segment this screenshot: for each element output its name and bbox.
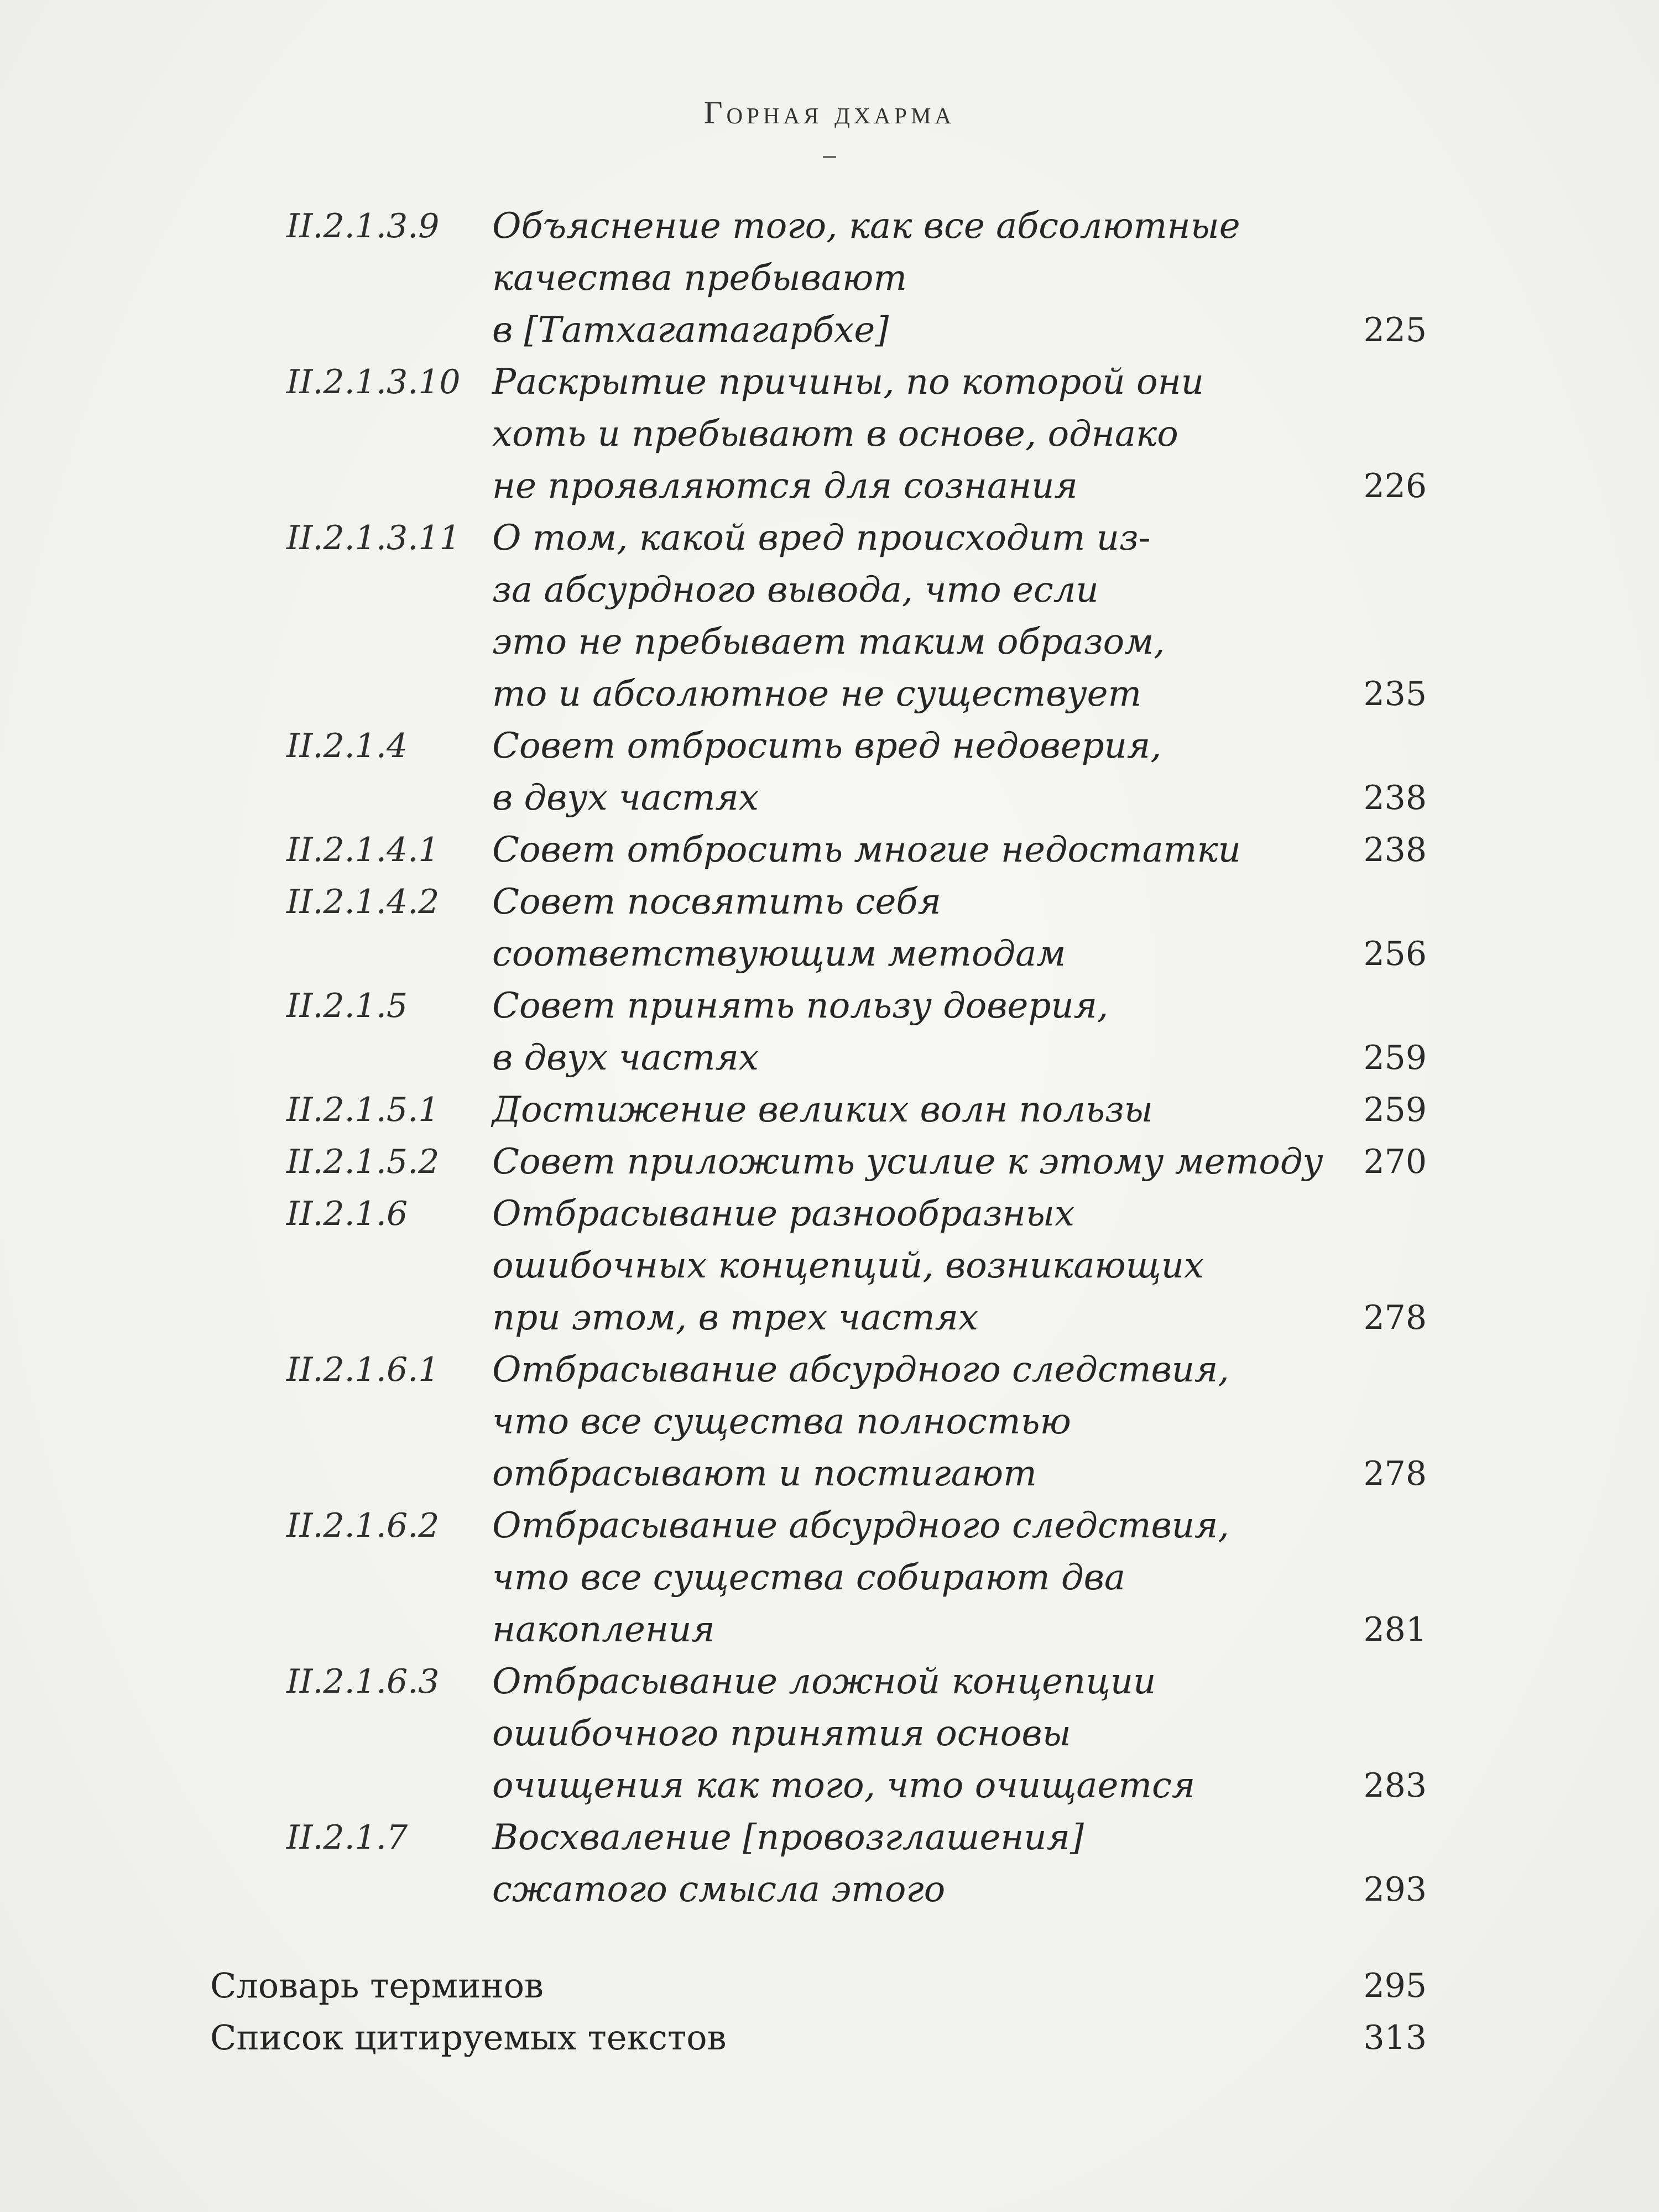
toc-entry-title-line: при этом, в трех частях bbox=[492, 1297, 979, 1338]
toc-entry-title-line: соответствующим методам bbox=[492, 933, 1066, 974]
toc-entry-title-line: ошибочных концепций, возникающих bbox=[492, 1245, 1204, 1286]
toc-entry bbox=[0, 824, 1659, 876]
toc-entry bbox=[0, 356, 1659, 512]
toc-entry-title bbox=[492, 876, 1366, 980]
toc-entry bbox=[0, 512, 1659, 720]
toc-entry-page: 256 bbox=[1363, 935, 1427, 973]
toc-entry-title-line: Раскрытие причины, по которой они bbox=[492, 362, 1204, 403]
toc-entry-title bbox=[492, 512, 1366, 720]
toc-entry-number: II.2.1.3.9 bbox=[286, 207, 440, 246]
toc-entry-title-line: в [Татхагатагарбхе] bbox=[492, 310, 889, 351]
toc-entry-title-line: Совет отбросить многие недостатки bbox=[492, 830, 1241, 870]
toc-entry-page: 278 bbox=[1363, 1454, 1427, 1493]
toc-entry bbox=[0, 1188, 1659, 1344]
toc-entry-title-line: Совет отбросить вред недоверия, bbox=[492, 726, 1162, 766]
back-matter-page: 295 bbox=[1363, 1966, 1427, 2005]
toc-entry-number: II.2.1.7 bbox=[286, 1818, 408, 1857]
toc-entry-number: II.2.1.4.1 bbox=[286, 831, 440, 869]
back-matter-title: Словарь терминов bbox=[210, 1965, 544, 2006]
toc-entry-title-line: Достижение великих волн пользы bbox=[492, 1089, 1153, 1130]
toc-entry-title-line: в двух частях bbox=[492, 778, 759, 818]
toc-entry-title-line: сжатого смысла этого bbox=[492, 1869, 946, 1910]
toc-entry-number: II.2.1.5.2 bbox=[286, 1142, 440, 1181]
toc-entry-title-line: Восхваление [провозглашения] bbox=[492, 1817, 1084, 1858]
toc-entry-title bbox=[492, 980, 1366, 1084]
toc-entry-title-line: Отбрасывание разнообразных bbox=[492, 1193, 1075, 1234]
toc-entry-number: II.2.1.4 bbox=[286, 727, 408, 765]
toc-entry-page: 259 bbox=[1363, 1039, 1427, 1077]
toc-entry-title-line: Совет принять пользу доверия, bbox=[492, 985, 1109, 1026]
toc-entry-title-line: О том, какой вред происходит из- bbox=[492, 518, 1151, 559]
toc-entry-title-line: хоть и пребывают в основе, однако bbox=[492, 414, 1178, 455]
toc-entry-number: II.2.1.6 bbox=[286, 1194, 408, 1233]
toc-entry-title-line: ошибочного принятия основы bbox=[492, 1713, 1071, 1754]
toc-entry-number: II.2.1.5 bbox=[286, 987, 408, 1025]
toc-entry-page: 226 bbox=[1363, 467, 1427, 505]
toc-entry-title-line: не проявляются для сознания bbox=[492, 466, 1078, 507]
toc-entry-title bbox=[492, 356, 1366, 512]
back-matter-entry bbox=[0, 1960, 1659, 2012]
toc-entry-number: II.2.1.6.2 bbox=[286, 1506, 440, 1545]
toc-entry bbox=[0, 1656, 1659, 1812]
toc-entry-title-line: за абсурдного вывода, что если bbox=[492, 570, 1099, 611]
running-head: Горная дхарма bbox=[703, 95, 956, 131]
toc-entry-page: 238 bbox=[1363, 831, 1427, 869]
toc-entry-title bbox=[492, 720, 1366, 824]
toc-entry-title-line: Отбрасывание ложной концепции bbox=[492, 1661, 1156, 1702]
toc-entry-number: II.2.1.3.10 bbox=[286, 363, 461, 401]
toc-entry-page: 235 bbox=[1363, 675, 1427, 713]
toc-entry-title-line: Совет посвятить себя bbox=[492, 881, 941, 922]
toc-entry-title-line: Объяснение того, как все абсолютные bbox=[492, 206, 1240, 247]
toc-entry-title-line: накопления bbox=[492, 1609, 715, 1650]
toc-entry bbox=[0, 1344, 1659, 1500]
toc-entry-number: II.2.1.4.2 bbox=[286, 883, 440, 921]
toc-entry-title bbox=[492, 1812, 1366, 1916]
toc-entry-title bbox=[492, 1500, 1366, 1656]
toc-entry-page: 283 bbox=[1363, 1766, 1427, 1805]
toc-entry bbox=[0, 1084, 1659, 1136]
toc-entry bbox=[0, 720, 1659, 824]
back-matter-page: 313 bbox=[1363, 2018, 1427, 2057]
toc-entry-title-line: Совет приложить усилие к этому методу bbox=[492, 1141, 1323, 1182]
toc-entry bbox=[0, 200, 1659, 356]
toc-entry-title bbox=[492, 1344, 1366, 1500]
toc-entry-title-line: что все существа собирают два bbox=[492, 1557, 1125, 1598]
toc-entry-title-line: Отбрасывание абсурдного следствия, bbox=[492, 1349, 1229, 1390]
back-matter-title: Список цитируемых текстов bbox=[210, 2017, 727, 2058]
toc-entry-number: II.2.1.5.1 bbox=[286, 1091, 440, 1129]
toc-entry-page: 259 bbox=[1363, 1091, 1427, 1129]
toc-entry-title-line: Отбрасывание абсурдного следствия, bbox=[492, 1505, 1229, 1546]
toc-entry-page: 293 bbox=[1363, 1870, 1427, 1909]
toc-entry bbox=[0, 1500, 1659, 1656]
back-matter-entry bbox=[0, 2012, 1659, 2064]
toc-entry-title-line: это не пребывает таким образом, bbox=[492, 622, 1165, 662]
toc-entry-title-line: отбрасывают и постигают bbox=[492, 1453, 1037, 1494]
toc-entry-title bbox=[492, 1188, 1366, 1344]
toc-entry-page: 270 bbox=[1363, 1142, 1427, 1181]
toc-entry-title bbox=[492, 824, 1366, 876]
toc-entry-title bbox=[492, 1136, 1366, 1188]
toc-entry-number: II.2.1.6.1 bbox=[286, 1350, 440, 1389]
toc-entry bbox=[0, 1812, 1659, 1916]
toc-entry-page: 225 bbox=[1363, 311, 1427, 349]
header-mark bbox=[823, 156, 836, 158]
toc-entry-title-line: очищения как того, что очищается bbox=[492, 1765, 1196, 1806]
toc-entry bbox=[0, 980, 1659, 1084]
toc-entry-title bbox=[492, 1656, 1366, 1812]
toc-entry-title bbox=[492, 200, 1366, 356]
toc-entry-title-line: в двух частях bbox=[492, 1037, 759, 1078]
toc-entry-title-line: качества пребывают bbox=[492, 258, 907, 299]
toc-entry-title-line: то и абсолютное не существует bbox=[492, 674, 1142, 714]
toc-entry-title-line: что все существа полностью bbox=[492, 1401, 1071, 1442]
toc-entry-number: II.2.1.6.3 bbox=[286, 1662, 440, 1701]
toc-entry-title bbox=[492, 1084, 1366, 1136]
toc-entry bbox=[0, 1136, 1659, 1188]
toc-entry bbox=[0, 876, 1659, 980]
toc-entry-page: 281 bbox=[1363, 1610, 1427, 1649]
toc-entry-page: 238 bbox=[1363, 779, 1427, 817]
toc-entry-number: II.2.1.3.11 bbox=[286, 519, 461, 557]
toc-entry-page: 278 bbox=[1363, 1298, 1427, 1337]
